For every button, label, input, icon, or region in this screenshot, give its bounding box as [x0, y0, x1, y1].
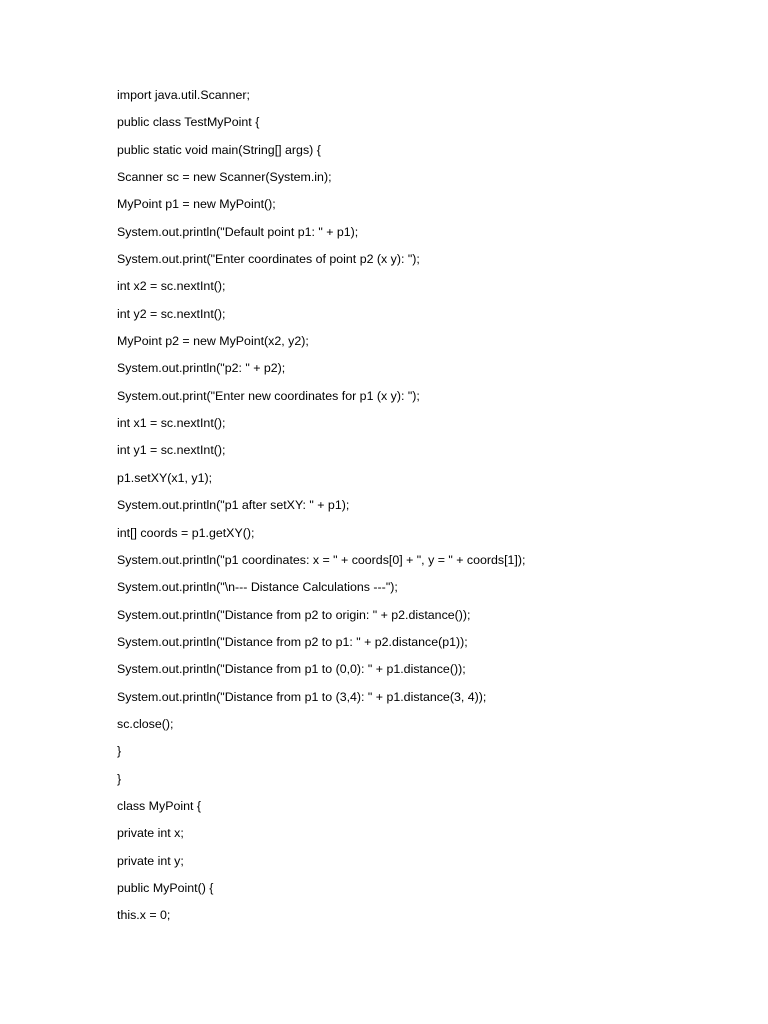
- code-line: int y1 = sc.nextInt();: [117, 443, 226, 458]
- code-line: System.out.println("Distance from p1 to (0,0): " + p1.distance());: [117, 662, 466, 677]
- code-listing: [117, 86, 525, 934]
- code-line: }: [117, 771, 122, 786]
- code-line: class MyPoint {: [117, 798, 202, 813]
- code-line: System.out.println("\n--- Distance Calculations ---");: [117, 580, 398, 595]
- code-line: public MyPoint() {: [117, 880, 214, 895]
- code-line: int x2 = sc.nextInt();: [117, 279, 226, 294]
- code-line: MyPoint p2 = new MyPoint(x2, y2);: [117, 334, 309, 349]
- code-line: System.out.println("Default point p1: " + p1);: [117, 224, 359, 239]
- code-line: p1.setXY(x1, y1);: [117, 470, 213, 485]
- code-line: private int y;: [117, 853, 184, 868]
- code-line: public static void main(String[] args) {: [117, 142, 321, 157]
- code-line: int[] coords = p1.getXY();: [117, 525, 255, 540]
- code-line: Scanner sc = new Scanner(System.in);: [117, 170, 332, 185]
- code-line: int x1 = sc.nextInt();: [117, 416, 226, 431]
- code-line: sc.close();: [117, 716, 174, 731]
- code-line: this.x = 0;: [117, 908, 171, 923]
- code-line: System.out.println("Distance from p2 to origin: " + p2.distance());: [117, 607, 471, 622]
- code-line: }: [117, 744, 122, 759]
- code-line: System.out.println("Distance from p1 to (3,4): " + p1.distance(3, 4));: [117, 689, 487, 704]
- code-line: int y2 = sc.nextInt();: [117, 306, 226, 321]
- code-line: System.out.println("p1 coordinates: x = " + coords[0] + ", y = " + coords[1]);: [117, 552, 526, 567]
- code-line: MyPoint p1 = new MyPoint();: [117, 197, 276, 212]
- code-line: System.out.print("Enter new coordinates for p1 (x y): ");: [117, 388, 420, 403]
- code-line: System.out.print("Enter coordinates of point p2 (x y): ");: [117, 252, 420, 267]
- code-line: System.out.println("p2: " + p2);: [117, 361, 286, 376]
- code-line: private int x;: [117, 826, 184, 841]
- code-line: import java.util.Scanner;: [117, 88, 250, 102]
- code-line: System.out.println("p1 after setXY: " + p1);: [117, 498, 350, 513]
- code-line: System.out.println("Distance from p2 to p1: " + p2.distance(p1));: [117, 634, 468, 649]
- code-line: public class TestMyPoint {: [117, 115, 260, 130]
